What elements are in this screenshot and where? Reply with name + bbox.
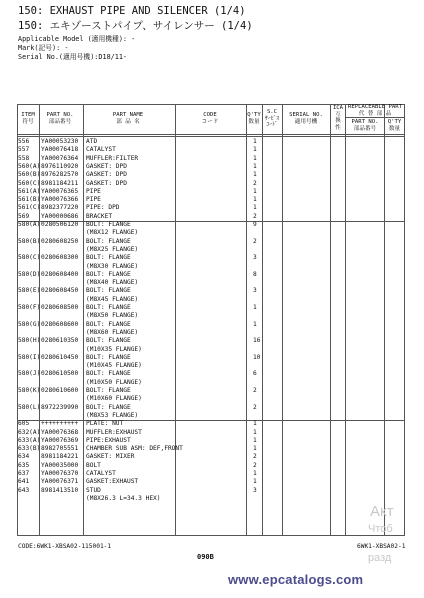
serial-no: Serial No.(適用号機):D18/11-: [18, 53, 128, 61]
qty-cell: 1: [253, 420, 257, 428]
col-header-part-name: PART NAME 部 品 名: [112, 112, 144, 125]
part-no-cell: YA00053230: [41, 138, 79, 145]
col-header-serial: SERIAL NO. 適用号機: [289, 112, 323, 125]
qty-cell: 9: [253, 221, 257, 228]
part-name-cell: (M10X45 FLANGE): [86, 362, 142, 370]
part-name-cell: MUFFLER:FILTER: [86, 154, 139, 162]
item-cell: 580(L): [18, 403, 41, 411]
qty-cell: 16: [253, 337, 261, 345]
part-no-cell: 0280610450: [41, 353, 79, 361]
part-no-cell: 0280608500: [41, 304, 79, 311]
qty-cell: 6: [253, 370, 257, 378]
qty-cell: 2: [253, 387, 257, 394]
column-divider: [83, 104, 84, 536]
part-name-cell: BOLT: FLANGE: [86, 287, 131, 295]
item-cell: 556: [18, 138, 30, 145]
column-divider: [262, 104, 263, 536]
part-name-cell: (M8X50 FLANGE): [86, 312, 139, 320]
footer-code: CODE:6WK1-XBSA02-115001-1: [18, 543, 112, 550]
qty-cell: 1: [253, 146, 257, 154]
part-no-cell: 8981413510: [41, 486, 79, 494]
column-divider: [330, 104, 331, 536]
part-name-cell: BRACKET: [86, 212, 113, 220]
qty-cell: 1: [253, 162, 257, 170]
part-no-cell: YA00076370: [41, 470, 79, 477]
page-title-jp: 150: エキゾーストパイプ、サイレンサー (1/4): [18, 20, 253, 32]
qty-cell: 3: [253, 287, 257, 295]
watermark-line-1: Акт: [370, 503, 394, 520]
part-name-cell: BOLT: FLANGE: [86, 221, 131, 228]
part-no-cell: 0280608250: [41, 237, 79, 245]
watermark-url[interactable]: www.epcatalogs.com: [228, 572, 364, 587]
part-name-cell: (M8X45 FLANGE): [86, 295, 139, 303]
part-name-cell: GASKET: MIXER: [86, 453, 135, 461]
item-cell: 580(B): [18, 237, 41, 245]
watermark-line-3: разд: [368, 552, 392, 564]
item-cell: 633(A): [18, 436, 41, 444]
column-divider: [345, 104, 346, 536]
qty-cell: 3: [253, 486, 257, 494]
part-name-cell: (M10X35 FLANGE): [86, 345, 142, 353]
item-cell: 561(B): [18, 196, 41, 204]
item-cell: 561(A): [18, 187, 41, 195]
qty-cell: 1: [253, 470, 257, 477]
item-cell: 569: [18, 212, 30, 220]
item-cell: 580(J): [18, 370, 41, 378]
qty-cell: 3: [253, 254, 257, 262]
page-title-en: 150: EXHAUST PIPE AND SILENCER (1/4): [18, 5, 246, 17]
part-no-cell: YA00076366: [41, 196, 79, 204]
footer-code-right: 6WK1-XBSA02-1: [357, 543, 406, 550]
item-cell: 641: [18, 478, 30, 486]
qty-cell: 2: [253, 212, 257, 220]
part-no-cell: YA00035000: [41, 461, 79, 469]
qty-cell: 1: [253, 204, 257, 212]
item-cell: 580(A): [18, 221, 41, 228]
item-cell: 637: [18, 470, 30, 477]
qty-cell: 1: [253, 445, 257, 453]
part-name-cell: STUD: [86, 486, 101, 494]
part-name-cell: BOLT: FLANGE: [86, 237, 131, 245]
item-cell: 560(C): [18, 179, 41, 187]
part-no-cell: 0280608400: [41, 270, 79, 278]
item-cell: 560(A): [18, 162, 41, 170]
column-divider: [175, 104, 176, 536]
part-no-cell: YA00076368: [41, 428, 79, 436]
item-cell: 560(B): [18, 171, 41, 179]
part-name-cell: (M10X50 FLANGE): [86, 378, 142, 386]
item-cell: 580(H): [18, 337, 41, 345]
replaceable-divider: [345, 117, 405, 118]
column-divider: [282, 104, 283, 536]
qty-cell: 1: [253, 138, 257, 145]
part-name-cell: GASKET: DPD: [86, 171, 127, 179]
part-no-cell: YA00076371: [41, 478, 79, 486]
qty-cell: 8: [253, 270, 257, 278]
qty-cell: 10: [253, 353, 261, 361]
part-name-cell: BOLT: FLANGE: [86, 353, 131, 361]
part-name-cell: (M8X40 FLANGE): [86, 279, 139, 287]
part-name-cell: PIPE:EXHAUST: [86, 436, 131, 444]
part-no-cell: 8976282570: [41, 171, 79, 179]
part-name-cell: (M8X25 FLANGE): [86, 245, 139, 253]
qty-cell: 1: [253, 196, 257, 204]
item-cell: 634: [18, 453, 30, 461]
part-no-cell: 8976110920: [41, 162, 79, 170]
qty-cell: 1: [253, 187, 257, 195]
part-no-cell: YA00076364: [41, 154, 79, 162]
part-name-cell: ATD: [86, 138, 98, 145]
item-cell: 580(I): [18, 353, 41, 361]
part-no-cell: 8982705551: [41, 445, 79, 453]
item-cell: 580(G): [18, 320, 41, 328]
col-header-ica: ICA 互 換 性: [332, 105, 344, 131]
part-no-cell: YA00000686: [41, 212, 79, 220]
part-name-cell: (M10X60 FLANGE): [86, 395, 142, 403]
part-name-cell: CHAMBER SUB ASM: DEF,FRONT: [86, 445, 183, 453]
part-name-cell: PIPE: [86, 196, 101, 204]
item-cell: 605: [18, 420, 30, 428]
header-separator-2: [17, 136, 405, 137]
part-no-cell: 8972239990: [41, 403, 79, 411]
part-no-cell: 0280506120: [41, 221, 79, 228]
item-cell: 580(F): [18, 304, 41, 311]
part-no-cell: 8981184211: [41, 179, 79, 187]
part-name-cell: GASKET: DPD: [86, 162, 127, 170]
part-no-cell: 0280608600: [41, 320, 79, 328]
applicable-model: Applicable Model (適用機種): -: [18, 35, 136, 43]
column-divider: [384, 104, 385, 536]
part-name-cell: BOLT: FLANGE: [86, 403, 131, 411]
part-name-cell: GASKET:EXHAUST: [86, 478, 139, 486]
col-header-code: CODE コード: [201, 112, 219, 125]
part-name-cell: CATALYST: [86, 470, 116, 477]
part-name-cell: CATALYST: [86, 146, 116, 154]
part-no-cell: YA00076418: [41, 146, 79, 154]
qty-cell: 1: [253, 436, 257, 444]
part-name-cell: BOLT: FLANGE: [86, 320, 131, 328]
part-no-cell: 0280608300: [41, 254, 79, 262]
qty-cell: 1: [253, 154, 257, 162]
item-cell: 580(K): [18, 387, 41, 394]
table-border-right: [404, 104, 405, 536]
part-name-cell: BOLT: [86, 461, 101, 469]
header-separator: [17, 134, 405, 135]
part-name-cell: (M8X26.3 L=34.3 HEX): [86, 494, 161, 502]
qty-cell: 2: [253, 453, 257, 461]
part-name-cell: BOLT: FLANGE: [86, 337, 131, 345]
part-no-cell: 0280610500: [41, 370, 79, 378]
part-name-cell: PIPE: DPD: [86, 204, 120, 212]
item-cell: 635: [18, 461, 30, 469]
col-header-part-no: PART NO. 部品番号: [46, 112, 74, 125]
col-header-replaceable: REPLACEABLE PART 代 替 部 品: [348, 104, 402, 117]
part-no-cell: YA00076369: [41, 436, 79, 444]
part-name-cell: GASKET: DPD: [86, 179, 127, 187]
item-cell: 580(D): [18, 270, 41, 278]
part-name-cell: MUFFLER:EXHAUST: [86, 428, 142, 436]
col-header-rep-part-no: PART NO. 部品番号: [351, 119, 379, 132]
watermark-line-2: Чтоб: [368, 523, 393, 535]
part-no-cell: 0280608450: [41, 287, 79, 295]
qty-cell: 2: [253, 179, 257, 187]
table-border-bottom: [17, 535, 405, 536]
item-cell: 643: [18, 486, 30, 494]
qty-cell: 2: [253, 403, 257, 411]
item-cell: 558: [18, 154, 30, 162]
part-name-cell: BOLT: FLANGE: [86, 370, 131, 378]
item-cell: 557: [18, 146, 30, 154]
part-name-cell: PIPE: [86, 187, 101, 195]
part-name-cell: (M8X53 FLANGE): [86, 411, 139, 419]
column-divider: [246, 104, 247, 536]
col-header-qty: Q'TY 数量: [247, 112, 261, 125]
mark: Mark(記号): -: [18, 44, 69, 52]
part-name-cell: BOLT: FLANGE: [86, 304, 131, 311]
part-no-cell: 8982377220: [41, 204, 79, 212]
item-cell: 580(C): [18, 254, 41, 262]
part-no-cell: ++++++++++: [41, 420, 79, 428]
qty-cell: 2: [253, 461, 257, 469]
part-name-cell: (M8X12 FLANGE): [86, 229, 139, 237]
col-header-rep-qty: Q'TY 数量: [387, 119, 402, 132]
item-cell: 632(A): [18, 428, 41, 436]
col-header-item: ITEM 符号: [21, 112, 35, 125]
part-name-cell: BOLT: FLANGE: [86, 254, 131, 262]
part-name-cell: BOLT: FLANGE: [86, 270, 131, 278]
item-cell: 633(B): [18, 445, 41, 453]
qty-cell: 1: [253, 428, 257, 436]
part-name-cell: PLATE: NUT: [86, 420, 124, 428]
part-no-cell: 8981184221: [41, 453, 79, 461]
part-name-cell: (M8X30 FLANGE): [86, 262, 139, 270]
qty-cell: 1: [253, 320, 257, 328]
item-cell: 561(C): [18, 204, 41, 212]
qty-cell: 1: [253, 171, 257, 179]
qty-cell: 2: [253, 237, 257, 245]
part-name-cell: (M8X60 FLANGE): [86, 328, 139, 336]
col-header-sc: S.C ｻｰﾋﾞｽ ｺｰﾄﾞ: [265, 109, 279, 128]
part-no-cell: 0280610600: [41, 387, 79, 394]
part-no-cell: 0280610350: [41, 337, 79, 345]
part-name-cell: BOLT: FLANGE: [86, 387, 131, 394]
qty-cell: 1: [253, 304, 257, 311]
qty-cell: 1: [253, 478, 257, 486]
part-no-cell: YA00076365: [41, 187, 79, 195]
page-number: 090B: [197, 553, 214, 561]
item-cell: 580(E): [18, 287, 41, 295]
